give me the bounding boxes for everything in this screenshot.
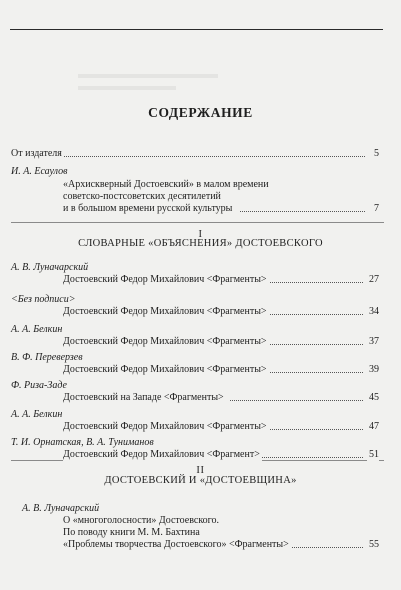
entry-title: От издателя — [11, 148, 62, 159]
entry-author: А. А. Белкин — [11, 324, 63, 335]
entry-author: А. В. Луначарский — [11, 262, 89, 273]
header-rule — [10, 29, 383, 30]
entry-title-line: «Проблемы творчества Достоевского» <Фрагменты> — [63, 539, 289, 550]
toc-entry — [0, 421, 401, 433]
entry-author: <Без подписи> — [11, 294, 76, 305]
entry-title: Достоевский Федор Михайлович <Фрагменты> — [63, 336, 267, 347]
entry-title-line: советско-постсоветских десятилетий — [63, 191, 221, 202]
section-numeral: I — [198, 229, 203, 240]
toc-entry-publisher-note — [0, 148, 401, 160]
page-number: 34 — [369, 306, 379, 317]
page-number: 45 — [369, 392, 379, 403]
section-numeral: II — [196, 465, 205, 476]
section-heading: ДОСТОЕВСКИЙ И «ДОСТОЕВЩИНА» — [104, 475, 297, 486]
entry-title: Достоевский на Западе <Фрагменты> — [63, 392, 224, 403]
entry-author: Ф. Риза-Заде — [11, 380, 67, 391]
bleed-through-shadow — [78, 74, 218, 104]
entry-title: Достоевский Федор Михайлович <Фрагмент> — [63, 449, 260, 460]
entry-author: Т. И. Орнатская, В. А. Туниманов — [11, 437, 154, 448]
entry-author: А. А. Белкин — [11, 409, 63, 420]
toc-entry-introduction — [0, 203, 401, 215]
dot-leader — [246, 457, 363, 458]
section-separator — [11, 222, 384, 223]
entry-author: И. А. Есаулов — [11, 166, 68, 177]
entry-title-line: О «многоголосности» Достоевского. — [63, 515, 220, 526]
entry-title: Достоевский Федор Михайлович <Фрагменты> — [63, 274, 267, 285]
entry-title: Достоевский Федор Михайлович <Фрагменты> — [63, 364, 267, 375]
dot-leader — [230, 400, 363, 401]
page-number: 27 — [369, 274, 379, 285]
dot-leader — [290, 547, 363, 548]
page-number: 37 — [369, 336, 379, 347]
toc-entry — [0, 392, 401, 404]
toc-entry — [0, 274, 401, 286]
page-number: 55 — [369, 539, 379, 550]
section-heading: СЛОВАРНЫЕ «ОБЪЯСНЕНИЯ» ДОСТОЕВСКОГО — [78, 238, 323, 249]
toc-entry — [0, 306, 401, 318]
toc-entry — [0, 336, 401, 348]
page-number: 5 — [374, 148, 379, 159]
page-number: 47 — [369, 421, 379, 432]
toc-entry — [0, 364, 401, 376]
page-number: 51 — [369, 449, 379, 460]
entry-title: Достоевский Федор Михайлович <Фрагменты> — [63, 421, 267, 432]
toc-entry — [0, 539, 401, 551]
page-number: 7 — [374, 203, 379, 214]
entry-title: Достоевский Федор Михайлович <Фрагменты> — [63, 306, 267, 317]
entry-title-line: По поводу книги М. М. Бахтина — [63, 527, 200, 538]
entry-author: А. В. Луначарский — [22, 503, 100, 514]
page-number: 39 — [369, 364, 379, 375]
entry-author: В. Ф. Переверзев — [11, 352, 83, 363]
dot-leader — [60, 156, 365, 157]
entry-title-line: «Архискверный Достоевский» в малом времени — [63, 179, 269, 190]
entry-title-line: и в большом времени русской культуры — [63, 203, 233, 214]
contents-title: СОДЕРЖАНИЕ — [148, 105, 253, 120]
dot-leader — [240, 211, 365, 212]
